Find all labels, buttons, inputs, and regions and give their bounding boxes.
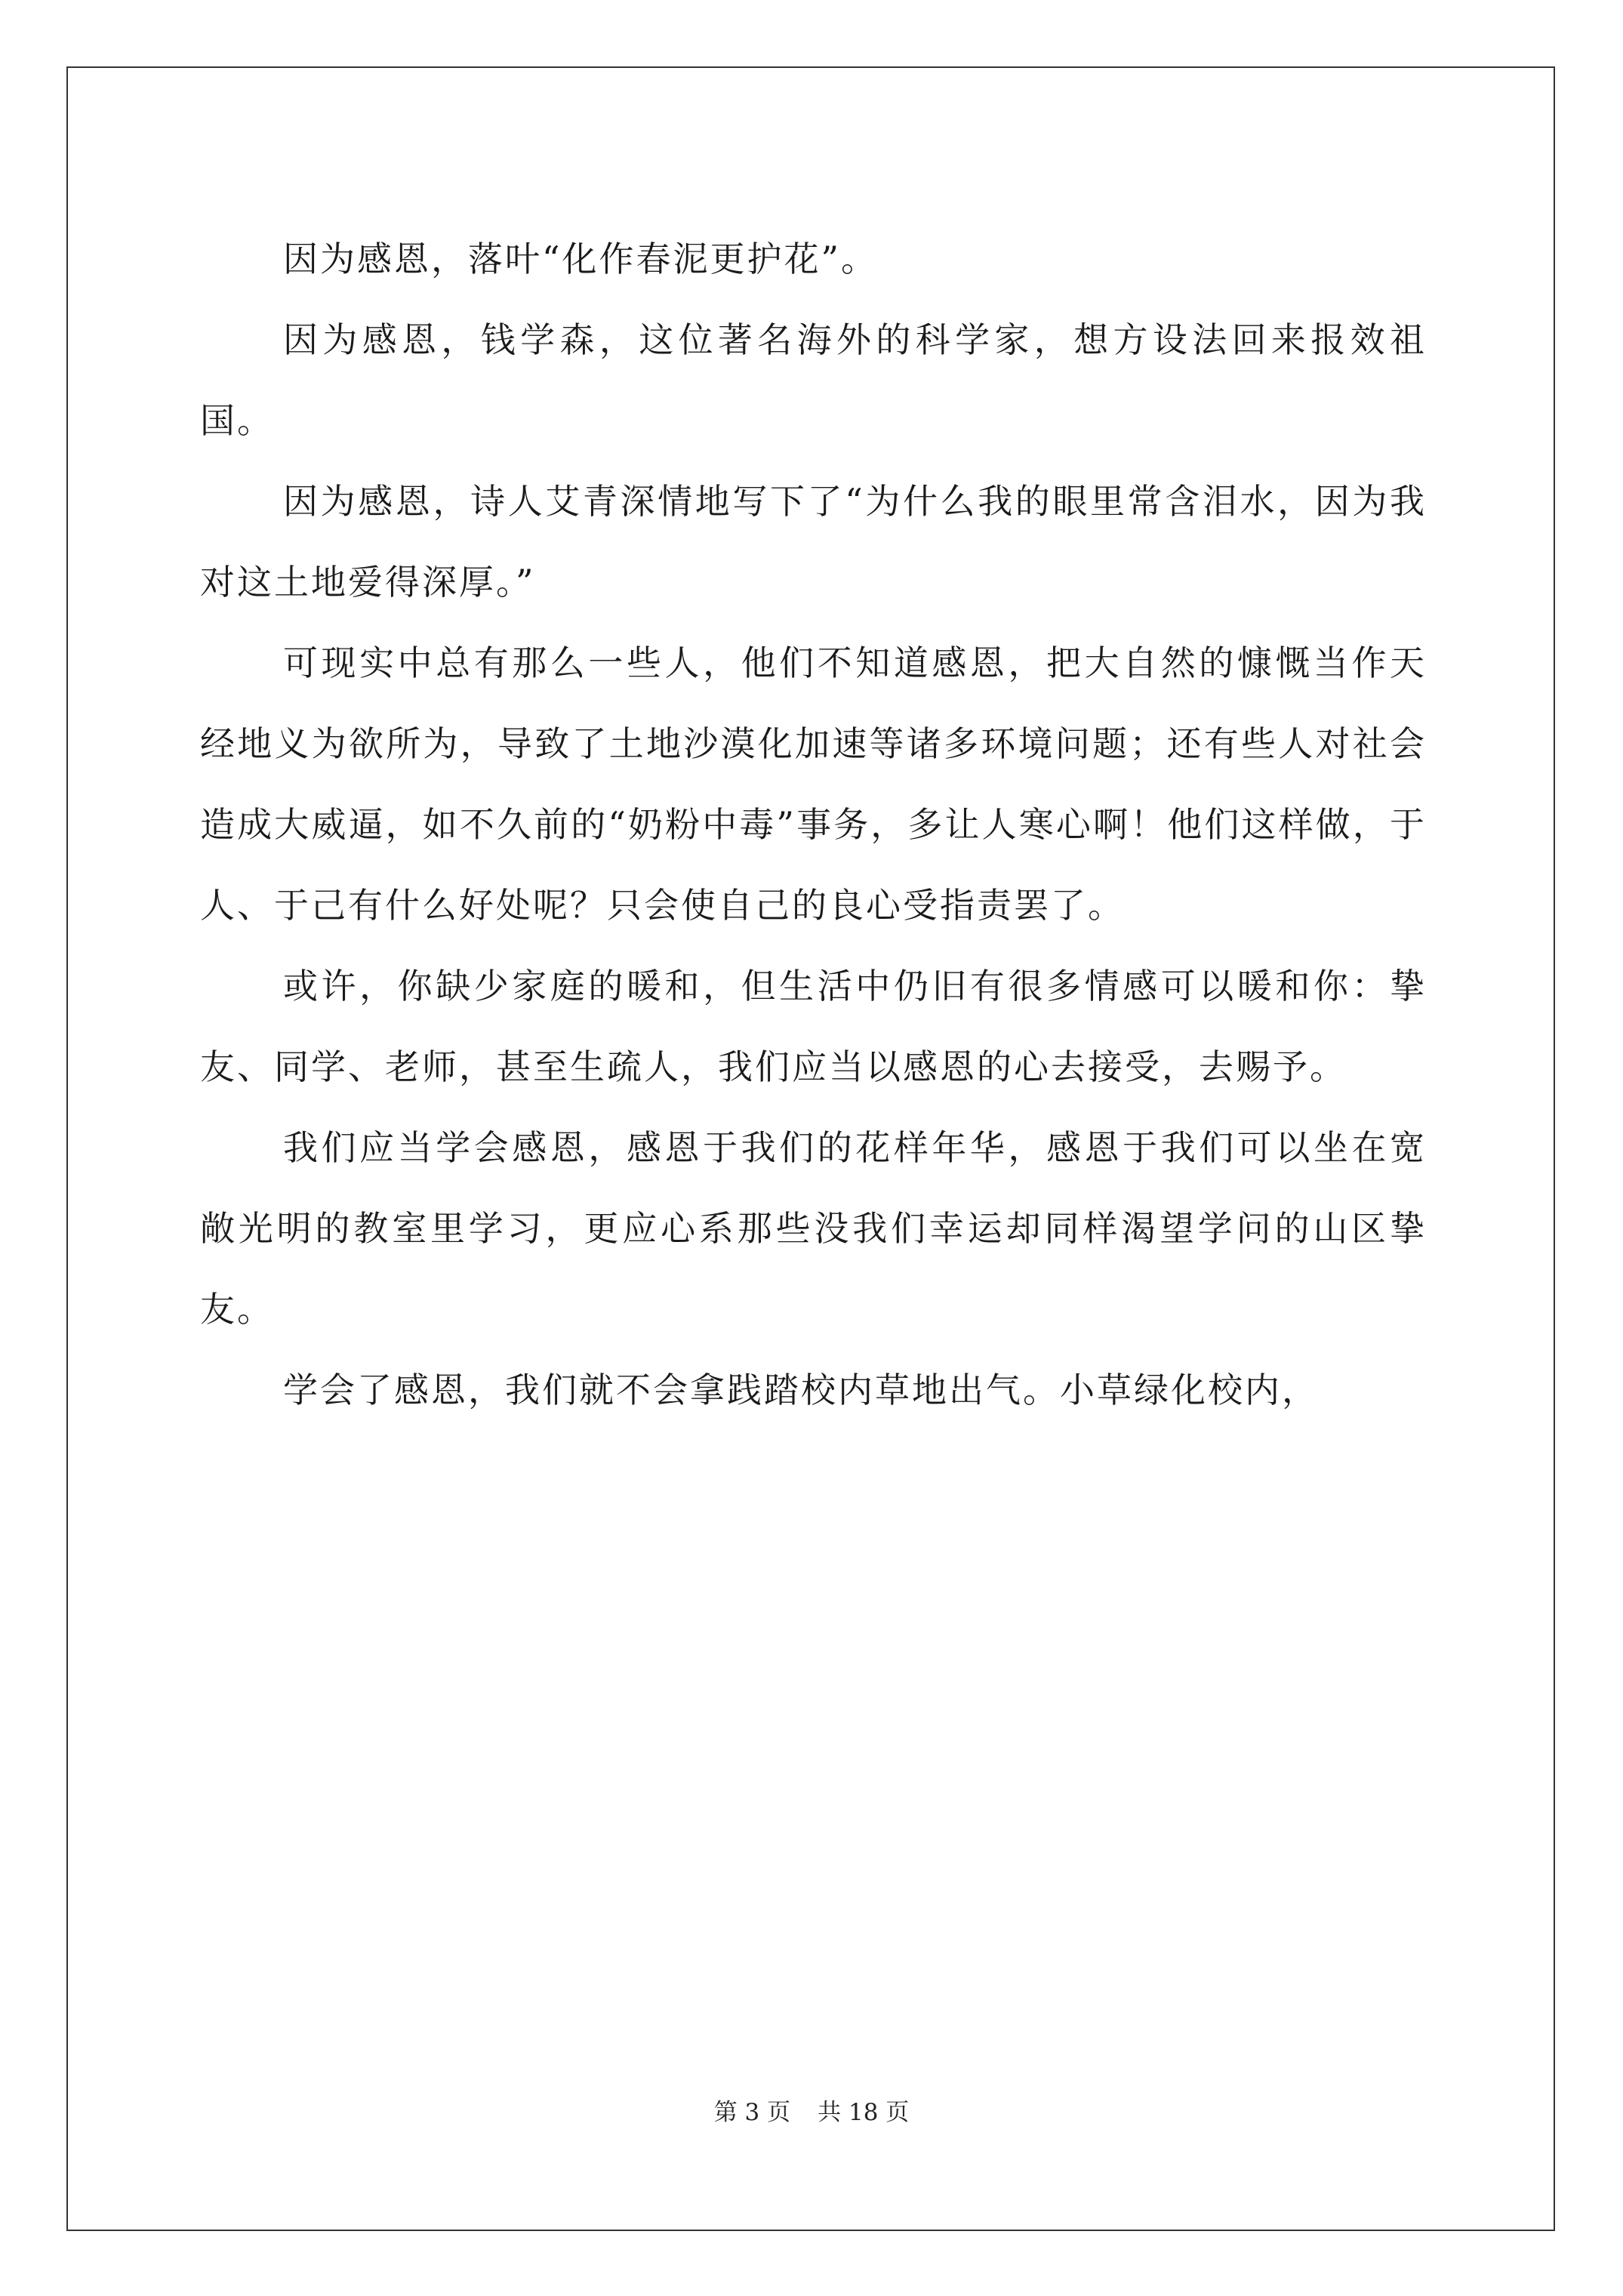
page-total: 共 18 页 — [818, 2099, 910, 2126]
paragraph: 因为感恩，诗人艾青深情地写下了“为什么我的眼里常含泪水，因为我对这土地爱得深厚。” — [200, 481, 1427, 603]
paragraph: 因为感恩，钱学森，这位著名海外的科学家，想方设法回来报效祖国。 — [200, 319, 1427, 441]
page-number: 第 3 页 — [713, 2099, 791, 2126]
page-footer — [0, 2093, 1623, 2127]
paragraph: 或许，你缺少家庭的暖和，但生活中仍旧有很多情感可以暖和你：挚友、同学、老师，甚至生疏人，我们应当以感恩的心去接受，去赐予。 — [200, 966, 1427, 1087]
document-body — [200, 219, 1427, 1431]
paragraph: 可现实中总有那么一些人，他们不知道感恩，把大自然的慷慨当作天经地义为欲所为，导致了土地沙漠化加速等诸多环境问题；还有些人对社会造成大威逼，如不久前的“奶粉中毒”事务，多让人寒心啊！他们这样做，于人、于己有什么好处呢？只会使自己的良心受指责罢了。 — [200, 643, 1427, 926]
paragraph: 我们应当学会感恩，感恩于我们的花样年华，感恩于我们可以坐在宽敞光明的教室里学习，更应心系那些没我们幸运却同样渴望学问的山区挚友。 — [200, 1127, 1427, 1330]
paragraph: 因为感恩，落叶“化作春泥更护花”。 — [283, 239, 879, 279]
paragraph: 学会了感恩，我们就不会拿践踏校内草地出气。小草绿化校内， — [283, 1370, 1319, 1410]
